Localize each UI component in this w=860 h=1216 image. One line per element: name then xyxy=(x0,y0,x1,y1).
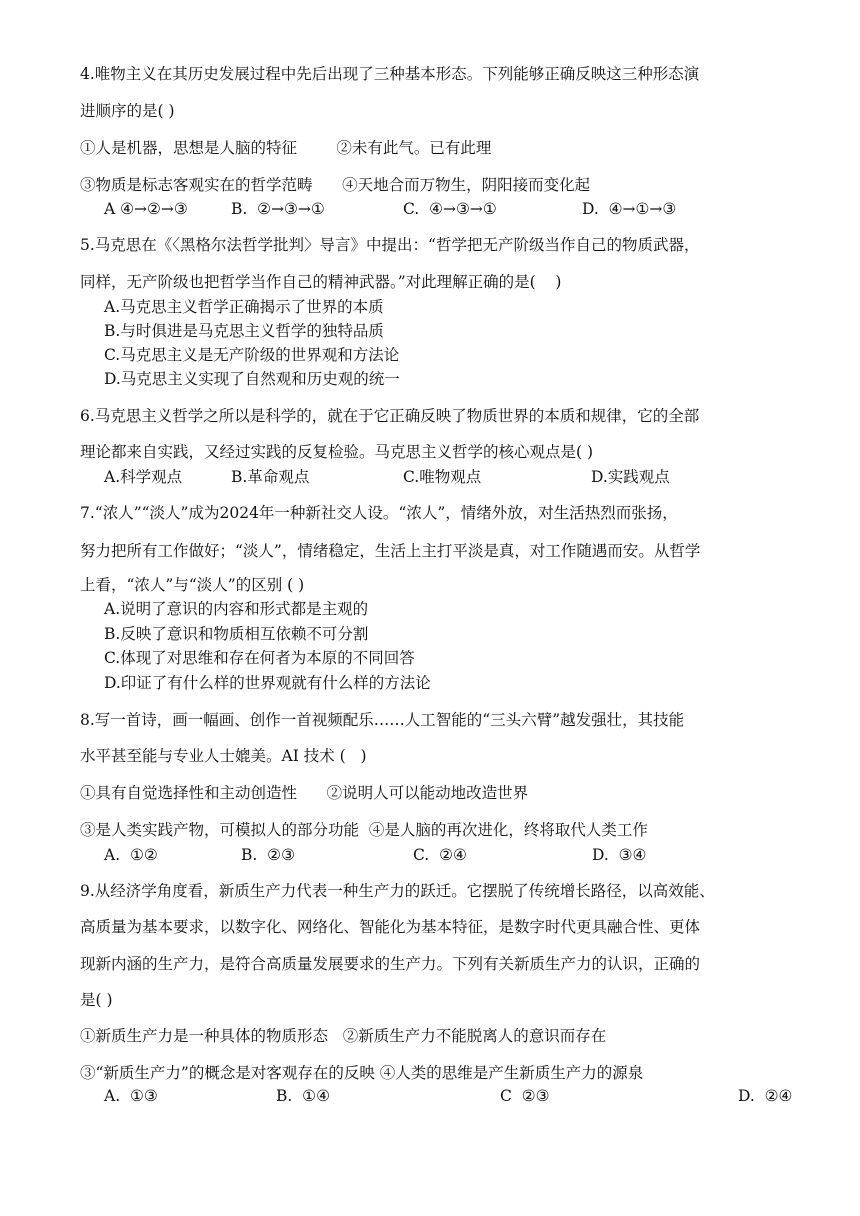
q6-option-b[interactable]: B.革命观点 xyxy=(231,468,310,486)
q8-options xyxy=(0,844,860,866)
q9-options xyxy=(0,1085,860,1107)
q5-option-d[interactable]: D.马克思主义实现了自然观和历史观的统一 xyxy=(104,370,400,388)
q9-option-c[interactable]: C ②③ xyxy=(500,1087,550,1105)
q6-option-d[interactable]: D.实践观点 xyxy=(591,468,670,486)
q7-option-b[interactable]: B.反映了意识和物质相互依赖不可分割 xyxy=(104,625,369,643)
q7-stem-line-3: 上看，“浓人”与“淡人”的区别 ( ) xyxy=(80,576,305,594)
q4-option-d[interactable]: D. ④→①→③ xyxy=(582,200,677,218)
q6-options xyxy=(0,466,860,488)
q4-stem-line-2: 进顺序的是( ) xyxy=(80,102,175,120)
q9-option-d[interactable]: D. ②④ xyxy=(738,1087,793,1105)
q8-option-c[interactable]: C. ②④ xyxy=(413,846,467,864)
q9-stem-line-4: 是( ) xyxy=(80,991,113,1009)
q4-statements-2: ③物质是标志客观实在的哲学范畴 ④天地合而万物生，阴阳接而变化起 xyxy=(80,176,591,194)
q4-option-a[interactable]: A ④→②→③ xyxy=(104,200,188,218)
q4-statements-1: ①人是机器，思想是人脑的特征 ②未有此气。已有此理 xyxy=(80,139,492,157)
q4-option-b[interactable]: B. ②→③→① xyxy=(231,200,325,218)
q8-stem-line-2: 水平甚至能与专业人士媲美。AI 技术 ( ) xyxy=(80,747,367,765)
q5-stem-line-1: 5.马克思在《〈黑格尔法哲学批判〉导言》中提出：“哲学把无产阶级当作自己的物质武器， xyxy=(80,236,700,254)
q5-option-a[interactable]: A.马克思主义哲学正确揭示了世界的本质 xyxy=(104,298,384,316)
q7-option-d[interactable]: D.印证了有什么样的世界观就有什么样的方法论 xyxy=(104,674,431,692)
q8-option-d[interactable]: D. ③④ xyxy=(592,846,647,864)
q5-option-c[interactable]: C.马克思主义是无产阶级的世界观和方法论 xyxy=(104,346,400,364)
q9-option-a[interactable]: A. ①③ xyxy=(104,1087,158,1105)
q7-stem-line-1: 7.“浓人”“淡人”成为2024年一种新社交人设。“浓人”，情绪外放，对生活热烈而张扬， xyxy=(80,504,678,522)
q8-stem-line-1: 8.写一首诗，画一幅画、创作一首视频配乐……人工智能的“三头六臂”越发强壮，其技能 xyxy=(80,711,685,729)
q9-stem-line-3: 现新内涵的生产力，是符合高质量发展要求的生产力。下列有关新质生产力的认识，正确的 xyxy=(80,955,701,973)
q6-stem-line-2: 理论都来自实践，又经过实践的反复检验。马克思主义哲学的核心观点是( ) xyxy=(80,443,594,461)
q7-stem-line-2: 努力把所有工作做好；“淡人”，情绪稳定，生活上主打平淡是真，对工作随遇而安。从哲学 xyxy=(80,542,701,560)
q4-stem-line-1: 4.唯物主义在其历史发展过程中先后出现了三种基本形态。下列能够正确反映这三种形态演 xyxy=(80,65,700,83)
q9-stem-line-1: 9.从经济学角度看，新质生产力代表一种生产力的跃迁。它摆脱了传统增长路径，以高效能、 xyxy=(80,882,715,900)
q4-options xyxy=(0,198,860,220)
q9-option-b[interactable]: B. ①④ xyxy=(276,1087,330,1105)
q4-option-c[interactable]: C. ④→③→① xyxy=(403,200,497,218)
q6-stem-line-1: 6.马克思主义哲学之所以是科学的，就在于它正确反映了物质世界的本质和规律，它的全部 xyxy=(80,407,700,425)
q7-option-c[interactable]: C.体现了对思维和存在何者为本原的不同回答 xyxy=(104,649,415,667)
q6-option-a[interactable]: A.科学观点 xyxy=(104,468,183,486)
q5-option-b[interactable]: B.与时俱进是马克思主义哲学的独特品质 xyxy=(104,322,384,340)
q9-statements-2: ③“新质生产力”的概念是对客观存在的反映 ④人类的思维是产生新质生产力的源泉 xyxy=(80,1064,644,1082)
q6-option-c[interactable]: C.唯物观点 xyxy=(403,468,482,486)
q8-statements-2: ③是人类实践产物，可模拟人的部分功能 ④是人脑的再次进化，终将取代人类工作 xyxy=(80,821,648,839)
q8-statements-1: ①具有自觉选择性和主动创造性 ②说明人可以能动地改造世界 xyxy=(80,784,529,802)
q8-option-b[interactable]: B. ②③ xyxy=(241,846,295,864)
q7-option-a[interactable]: A.说明了意识的内容和形式都是主观的 xyxy=(104,600,369,618)
q5-stem-line-2: 同样，无产阶级也把哲学当作自己的精神武器。”对此理解正确的是( ) xyxy=(80,273,562,291)
q9-statements-1: ①新质生产力是一种具体的物质形态 ②新质生产力不能脱离人的意识而存在 xyxy=(80,1027,607,1045)
q9-stem-line-2: 高质量为基本要求，以数字化、网络化、智能化为基本特征，是数字时代更具融合性、更体 xyxy=(80,918,701,936)
q8-option-a[interactable]: A. ①② xyxy=(104,846,158,864)
